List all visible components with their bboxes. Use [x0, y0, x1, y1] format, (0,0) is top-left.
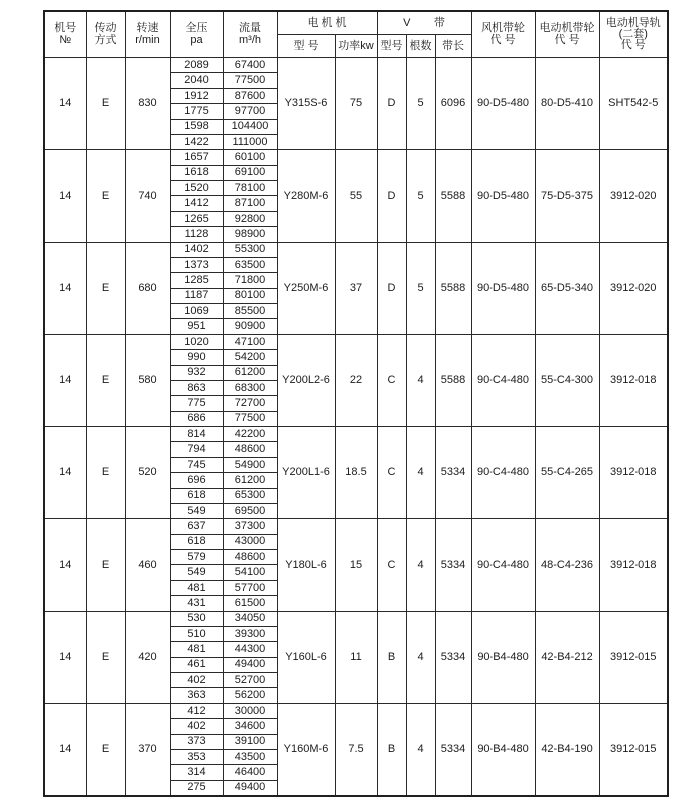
flow-cell: 111000 [223, 134, 277, 149]
header-drive-mode-line1: 传动 [94, 21, 117, 34]
header-motor-group: 电 机 机 [277, 11, 377, 35]
fan-pulley-code-cell: 90-C4-480 [471, 519, 535, 611]
flow-cell: 80100 [223, 288, 277, 303]
motor-model-cell: Y200L2-6 [277, 334, 335, 426]
motor-pulley-code-cell: 55-C4-265 [535, 427, 599, 519]
fan-pulley-code-cell: 90-C4-480 [471, 427, 535, 519]
belt-type-cell: C [377, 334, 406, 426]
motor-rail-code-cell: 3912-018 [599, 519, 668, 611]
fan-pulley-code-cell: 90-D5-480 [471, 242, 535, 334]
header-machine-no-line2: № [59, 33, 72, 46]
header-motor-rail-line1: 电动机导轨 [605, 17, 661, 29]
drive-mode-cell: E [86, 58, 125, 150]
header-flow-line1: 流量 [239, 21, 261, 34]
flow-cell: 52700 [223, 673, 277, 688]
belt-type-cell: D [377, 242, 406, 334]
belt-type-cell: D [377, 150, 406, 242]
pressure-cell: 618 [170, 534, 223, 549]
flow-cell: 54100 [223, 565, 277, 580]
motor-model-cell: Y160M-6 [277, 703, 335, 796]
motor-power-cell: 37 [335, 242, 377, 334]
pressure-cell: 530 [170, 611, 223, 626]
header-motor-rail [599, 11, 668, 58]
machine-no-cell: 14 [44, 334, 86, 426]
pressure-cell: 618 [170, 488, 223, 503]
pressure-cell: 696 [170, 473, 223, 488]
motor-pulley-code-cell: 42-B4-190 [535, 703, 599, 796]
pressure-cell: 1402 [170, 242, 223, 257]
speed-cell: 680 [125, 242, 170, 334]
header-vbelt-length: 带长 [435, 35, 471, 58]
flow-cell: 71800 [223, 273, 277, 288]
belt-length-cell: 5588 [435, 334, 471, 426]
belt-length-cell: 5334 [435, 703, 471, 796]
machine-no-cell: 14 [44, 427, 86, 519]
flow-cell: 43000 [223, 534, 277, 549]
pressure-cell: 686 [170, 411, 223, 426]
motor-rail-code-cell: 3912-015 [599, 611, 668, 703]
motor-power-cell: 22 [335, 334, 377, 426]
pressure-cell: 775 [170, 396, 223, 411]
header-row-1 [44, 11, 668, 35]
motor-rail-code-cell: 3912-018 [599, 334, 668, 426]
pressure-cell: 1285 [170, 273, 223, 288]
motor-rail-code-cell: SHT542-5 [599, 58, 668, 150]
header-machine-no [44, 11, 86, 58]
motor-power-cell: 7.5 [335, 703, 377, 796]
drive-mode-cell: E [86, 427, 125, 519]
flow-cell: 61200 [223, 365, 277, 380]
flow-cell: 39100 [223, 734, 277, 749]
pressure-cell: 510 [170, 626, 223, 641]
header-speed [125, 11, 170, 58]
flow-cell: 69100 [223, 165, 277, 180]
flow-cell: 55300 [223, 242, 277, 257]
pressure-cell: 794 [170, 442, 223, 457]
flow-cell: 69500 [223, 503, 277, 518]
pressure-cell: 951 [170, 319, 223, 334]
flow-cell: 63500 [223, 257, 277, 272]
speed-cell: 370 [125, 703, 170, 796]
flow-cell: 97700 [223, 104, 277, 119]
speed-cell: 830 [125, 58, 170, 150]
flow-cell: 77500 [223, 411, 277, 426]
flow-cell: 48600 [223, 442, 277, 457]
flow-cell: 67400 [223, 58, 277, 73]
belt-length-cell: 5334 [435, 611, 471, 703]
pressure-cell: 1598 [170, 119, 223, 134]
table-row-block8-line1 [44, 703, 668, 718]
header-flow-line2: m³/h [239, 33, 261, 46]
flow-cell: 42200 [223, 427, 277, 442]
flow-cell: 47100 [223, 334, 277, 349]
flow-cell: 72700 [223, 396, 277, 411]
header-motor-pulley [535, 11, 599, 58]
speed-cell: 460 [125, 519, 170, 611]
fan-pulley-code-cell: 90-B4-480 [471, 611, 535, 703]
pressure-cell: 2089 [170, 58, 223, 73]
speed-cell: 520 [125, 427, 170, 519]
pressure-cell: 461 [170, 657, 223, 672]
flow-cell: 98900 [223, 227, 277, 242]
flow-cell: 49400 [223, 780, 277, 796]
belt-count-cell: 5 [406, 150, 435, 242]
pressure-cell: 1265 [170, 211, 223, 226]
table-row-block4-line1 [44, 334, 668, 349]
header-speed-line2: r/min [135, 33, 160, 46]
belt-count-cell: 5 [406, 242, 435, 334]
flow-cell: 87600 [223, 88, 277, 103]
pressure-cell: 275 [170, 780, 223, 796]
pressure-cell: 990 [170, 350, 223, 365]
flow-cell: 56200 [223, 688, 277, 703]
pressure-cell: 1520 [170, 181, 223, 196]
motor-rail-code-cell: 3912-020 [599, 150, 668, 242]
flow-cell: 68300 [223, 380, 277, 395]
pressure-cell: 549 [170, 565, 223, 580]
table-row-block7-line1 [44, 611, 668, 626]
drive-mode-cell: E [86, 519, 125, 611]
fan-pulley-code-cell: 90-C4-480 [471, 334, 535, 426]
header-fan-pulley-line1: 风机带轮 [481, 21, 525, 34]
pressure-cell: 353 [170, 749, 223, 764]
pressure-cell: 1412 [170, 196, 223, 211]
pressure-cell: 637 [170, 519, 223, 534]
header-pressure-line1: 全压 [185, 21, 208, 34]
motor-pulley-code-cell: 42-B4-212 [535, 611, 599, 703]
flow-cell: 92800 [223, 211, 277, 226]
pressure-cell: 431 [170, 596, 223, 611]
speed-cell: 740 [125, 150, 170, 242]
pressure-cell: 1618 [170, 165, 223, 180]
belt-count-cell: 4 [406, 427, 435, 519]
pressure-cell: 549 [170, 503, 223, 518]
header-motor-model: 型 号 [277, 35, 335, 58]
flow-cell: 85500 [223, 304, 277, 319]
pressure-cell: 481 [170, 642, 223, 657]
flow-cell: 61200 [223, 473, 277, 488]
motor-pulley-code-cell: 75-D5-375 [535, 150, 599, 242]
table-row-block6-line1 [44, 519, 668, 534]
flow-cell: 87100 [223, 196, 277, 211]
motor-model-cell: Y200L1-6 [277, 427, 335, 519]
scanned-spec-page [0, 10, 700, 794]
belt-type-cell: B [377, 611, 406, 703]
pressure-cell: 1657 [170, 150, 223, 165]
belt-count-cell: 4 [406, 611, 435, 703]
pressure-cell: 1373 [170, 257, 223, 272]
flow-cell: 90900 [223, 319, 277, 334]
belt-type-cell: D [377, 58, 406, 150]
motor-pulley-code-cell: 80-D5-410 [535, 58, 599, 150]
flow-cell: 34600 [223, 719, 277, 734]
machine-no-cell: 14 [44, 611, 86, 703]
belt-length-cell: 5334 [435, 519, 471, 611]
pressure-cell: 1422 [170, 134, 223, 149]
flow-cell: 54900 [223, 457, 277, 472]
machine-no-cell: 14 [44, 519, 86, 611]
flow-cell: 57700 [223, 580, 277, 595]
table-row-block5-line1 [44, 427, 668, 442]
belt-length-cell: 5588 [435, 242, 471, 334]
pressure-cell: 863 [170, 380, 223, 395]
header-motor-rail-line2: (二套) [618, 28, 648, 40]
motor-power-cell: 55 [335, 150, 377, 242]
pressure-cell: 2040 [170, 73, 223, 88]
belt-type-cell: C [377, 519, 406, 611]
pressure-cell: 1775 [170, 104, 223, 119]
motor-power-cell: 18.5 [335, 427, 377, 519]
pressure-cell: 363 [170, 688, 223, 703]
pressure-cell: 402 [170, 719, 223, 734]
motor-power-cell: 75 [335, 58, 377, 150]
fan-pulley-code-cell: 90-D5-480 [471, 58, 535, 150]
pressure-cell: 1187 [170, 288, 223, 303]
header-vbelt-count: 根数 [406, 35, 435, 58]
motor-model-cell: Y280M-6 [277, 150, 335, 242]
flow-cell: 78100 [223, 181, 277, 196]
header-vbelt-model: 型号 [377, 35, 406, 58]
machine-no-cell: 14 [44, 242, 86, 334]
belt-length-cell: 5334 [435, 427, 471, 519]
flow-cell: 43500 [223, 749, 277, 764]
pressure-cell: 745 [170, 457, 223, 472]
header-motor-pulley-line1: 电动机带轮 [539, 21, 595, 34]
header-vbelt-group [377, 11, 471, 35]
header-fan-pulley-line2: 代 号 [490, 33, 516, 46]
table-row-block1-line1 [44, 58, 668, 73]
belt-type-cell: B [377, 703, 406, 796]
drive-mode-cell: E [86, 242, 125, 334]
flow-cell: 46400 [223, 765, 277, 780]
header-motor-pulley-line2: 代 号 [554, 33, 580, 46]
speed-cell: 420 [125, 611, 170, 703]
motor-pulley-code-cell: 65-D5-340 [535, 242, 599, 334]
belt-count-cell: 5 [406, 58, 435, 150]
belt-type-cell: C [377, 427, 406, 519]
flow-cell: 77500 [223, 73, 277, 88]
flow-cell: 60100 [223, 150, 277, 165]
motor-pulley-code-cell: 55-C4-300 [535, 334, 599, 426]
header-flow [223, 11, 277, 58]
belt-length-cell: 5588 [435, 150, 471, 242]
header-drive-mode-line2: 方式 [94, 33, 117, 46]
flow-cell: 65300 [223, 488, 277, 503]
table-body [44, 58, 668, 797]
flow-cell: 34050 [223, 611, 277, 626]
pressure-cell: 1128 [170, 227, 223, 242]
fan-pulley-code-cell: 90-D5-480 [471, 150, 535, 242]
belt-count-cell: 4 [406, 519, 435, 611]
pressure-cell: 314 [170, 765, 223, 780]
pressure-cell: 373 [170, 734, 223, 749]
header-motor-power: 功率kw [335, 35, 377, 58]
pressure-cell: 402 [170, 673, 223, 688]
flow-cell: 37300 [223, 519, 277, 534]
belt-count-cell: 4 [406, 334, 435, 426]
motor-rail-code-cell: 3912-015 [599, 703, 668, 796]
machine-no-cell: 14 [44, 58, 86, 150]
flow-cell: 39300 [223, 626, 277, 641]
motor-pulley-code-cell: 48-C4-236 [535, 519, 599, 611]
header-pressure-line2: pa [190, 33, 203, 46]
flow-cell: 44300 [223, 642, 277, 657]
speed-cell: 580 [125, 334, 170, 426]
fan-pulley-code-cell: 90-B4-480 [471, 703, 535, 796]
drive-mode-cell: E [86, 611, 125, 703]
pressure-cell: 1020 [170, 334, 223, 349]
pressure-cell: 932 [170, 365, 223, 380]
pressure-cell: 481 [170, 580, 223, 595]
drive-mode-cell: E [86, 334, 125, 426]
machine-no-cell: 14 [44, 150, 86, 242]
pressure-cell: 412 [170, 703, 223, 718]
table-row-block2-line1 [44, 150, 668, 165]
header-fan-pulley [471, 11, 535, 58]
table-header [44, 11, 668, 58]
motor-model-cell: Y160L-6 [277, 611, 335, 703]
header-machine-no-line1: 机号 [54, 21, 77, 34]
header-pressure [170, 11, 223, 58]
drive-mode-cell: E [86, 703, 125, 796]
pressure-cell: 1069 [170, 304, 223, 319]
table-row-block3-line1 [44, 242, 668, 257]
motor-power-cell: 11 [335, 611, 377, 703]
header-speed-line1: 转速 [136, 21, 159, 34]
machine-no-cell: 14 [44, 703, 86, 796]
motor-power-cell: 15 [335, 519, 377, 611]
fan-motor-spec-table [43, 10, 669, 797]
motor-model-cell: Y315S-6 [277, 58, 335, 150]
header-motor-rail-line3: 代 号 [620, 39, 646, 51]
drive-mode-cell: E [86, 150, 125, 242]
flow-cell: 104400 [223, 119, 277, 134]
header-drive-mode [86, 11, 125, 58]
flow-cell: 30000 [223, 703, 277, 718]
motor-rail-code-cell: 3912-020 [599, 242, 668, 334]
pressure-cell: 579 [170, 550, 223, 565]
belt-count-cell: 4 [406, 703, 435, 796]
flow-cell: 48600 [223, 550, 277, 565]
motor-model-cell: Y250M-6 [277, 242, 335, 334]
pressure-cell: 1912 [170, 88, 223, 103]
header-vbelt-letter: V [403, 16, 411, 29]
header-vbelt-word: 带 [433, 16, 445, 29]
belt-length-cell: 6096 [435, 58, 471, 150]
flow-cell: 61500 [223, 596, 277, 611]
flow-cell: 54200 [223, 350, 277, 365]
motor-model-cell: Y180L-6 [277, 519, 335, 611]
pressure-cell: 814 [170, 427, 223, 442]
motor-rail-code-cell: 3912-018 [599, 427, 668, 519]
flow-cell: 49400 [223, 657, 277, 672]
